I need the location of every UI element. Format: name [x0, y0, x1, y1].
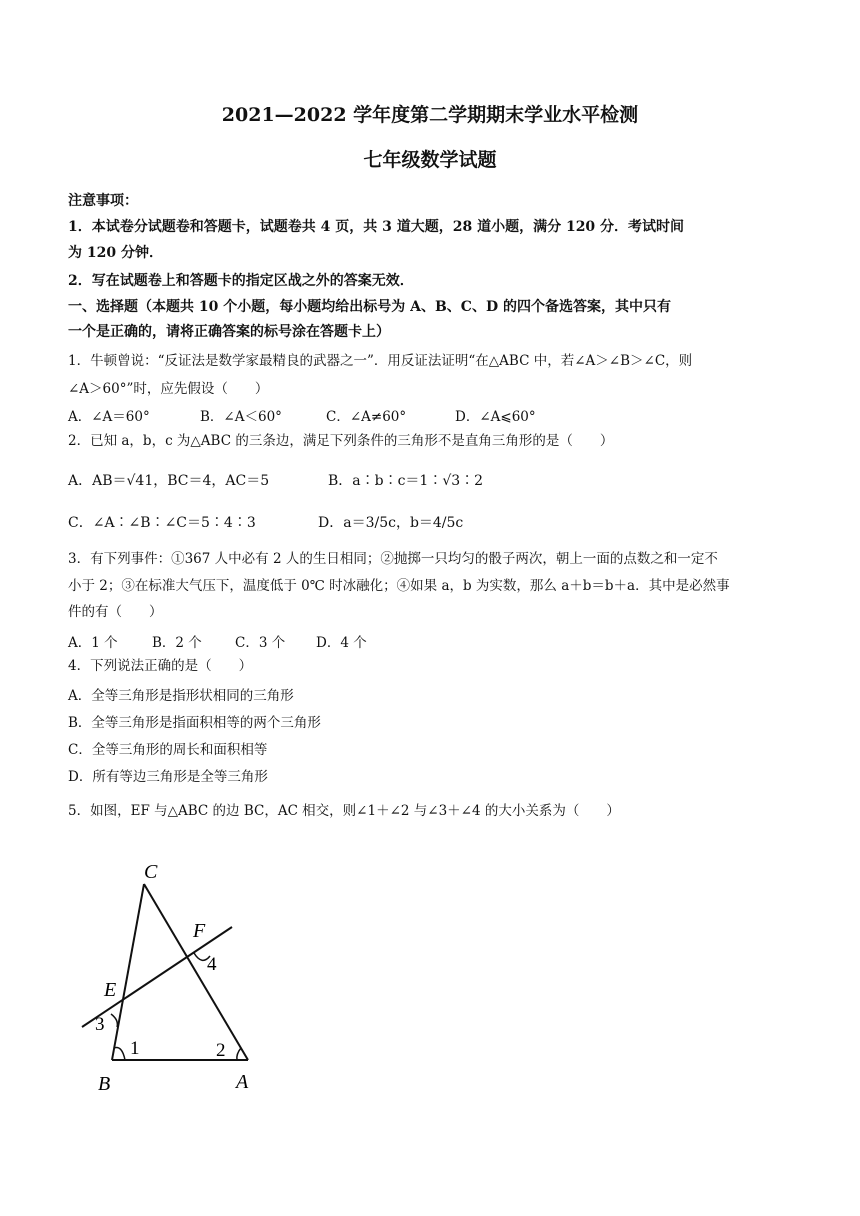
q1-option-b: B．∠A＜60° [200, 409, 282, 425]
angle-1-arc [114, 1048, 125, 1061]
question-5-line-1: 5．如图，EF 与△ABC 的边 BC，AC 相交，则∠1＋∠2 与∠3＋∠4 的大小关系为（ ） [68, 803, 620, 819]
question-1-line-2: ∠A＞60°”时，应先假设（ ） [68, 381, 269, 397]
question-3-line-3: 件的有（ ） [68, 604, 163, 620]
q1-option-d: D．∠A⩽60° [455, 409, 536, 425]
q3-option-c: C．3 个 [235, 635, 286, 651]
q3-option-b: B．2 个 [152, 635, 202, 651]
question-4-line-1: 4．下列说法正确的是（ ） [68, 658, 253, 674]
label-b: B [98, 1073, 111, 1095]
note-1-line-2: 为 120 分钟． [68, 245, 163, 261]
q4-option-c: C．全等三角形的周长和面积相等 [68, 742, 268, 758]
note-1-line-1: 1．本试卷分试题卷和答题卡，试题卷共 4 页，共 3 道大题，28 道小题，满分 120 分．考试时间 [68, 219, 685, 235]
notes-heading: 注意事项： [68, 193, 138, 209]
section-1-line-2: 一个是正确的，请将正确答案的标号涂在答题卡上） [68, 324, 390, 340]
q4-option-b: B．全等三角形是指面积相等的两个三角形 [68, 715, 321, 731]
triangle-figure [62, 852, 282, 1102]
question-2-line-1: 2．已知 a，b，c 为△ABC 的三条边，满足下列条件的三角形不是直角三角形的是（ ） [68, 433, 614, 449]
q1-option-c: C．∠A≠60° [326, 409, 407, 425]
q2-option-b: B．a∶b∶c＝1∶√3∶2 [328, 473, 484, 489]
exam-title: 2021—2022 学年度第二学期期末学业水平检测 [221, 104, 639, 126]
question-3-line-2: 小于 2；③在标准大气压下，温度低于 0℃ 时冰融化；④如果 a，b 为实数，那么 a＋b＝b＋a．其中是必然事 [68, 578, 730, 594]
section-1-line-1: 一、选择题（本题共 10 个小题，每小题均给出标号为 A、B、C、D 的四个备选答案，其中只有 [68, 299, 671, 315]
label-3: 3 [95, 1014, 105, 1035]
angle-2-arc [237, 1048, 241, 1060]
label-e: E [104, 979, 117, 1001]
note-2: 2．写在试题卷上和答题卡的指定区战之外的答案无效． [68, 273, 414, 289]
label-f: F [193, 920, 206, 942]
label-4: 4 [207, 954, 217, 975]
q4-option-d: D．所有等边三角形是全等三角形 [68, 769, 268, 785]
label-2: 2 [216, 1040, 226, 1061]
q1-option-a: A．∠A＝60° [68, 409, 150, 425]
q3-option-d: D．4 个 [316, 635, 367, 651]
q3-option-a: A．1 个 [68, 635, 118, 651]
label-1: 1 [130, 1038, 140, 1059]
q2-option-d: D．a＝3/5c，b＝4/5c [318, 515, 464, 531]
side-bc [112, 884, 144, 1060]
exam-subtitle: 七年级数学试题 [363, 149, 497, 171]
label-a: A [236, 1071, 249, 1093]
side-ca [144, 884, 248, 1060]
question-1-line-1: 1．牛顿曾说：“反证法是数学家最精良的武器之一”．用反证法证明“在△ABC 中，若∠A＞∠B＞∠C，则 [68, 353, 693, 369]
label-c: C [144, 861, 158, 883]
line-ef [82, 927, 232, 1027]
question-3-line-1: 3．有下列事件：①367 人中必有 2 人的生日相同；②抛掷一只均匀的骰子两次，朝上一面的点数之和一定不 [68, 551, 718, 567]
angle-3-arc [111, 1014, 117, 1027]
q2-option-a: A．AB＝√41，BC＝4，AC＝5 [68, 473, 270, 489]
q2-option-c: C．∠A∶∠B∶∠C＝5∶4∶3 [68, 515, 256, 531]
q4-option-a: A．全等三角形是指形状相同的三角形 [68, 688, 294, 704]
